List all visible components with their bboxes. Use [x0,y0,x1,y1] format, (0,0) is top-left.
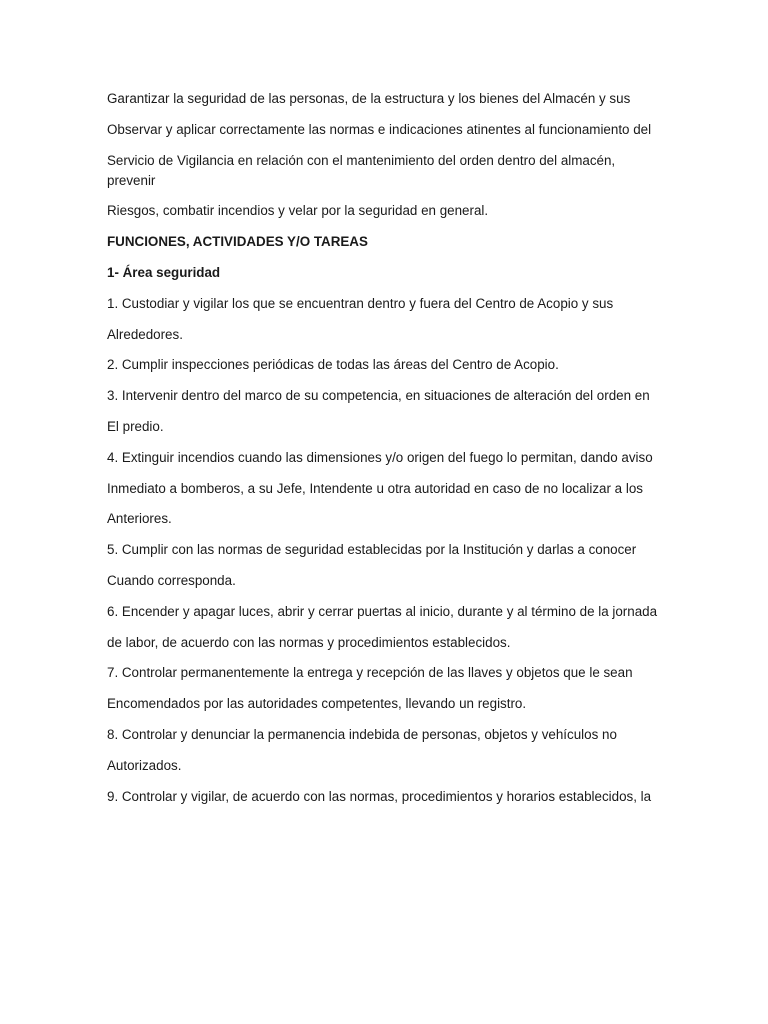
list-item-continuation: Alrededores. [107,326,183,342]
list-item-continuation: Inmediato a bomberos, a su Jefe, Intendente u otra autoridad en caso de no localizar a los [107,480,643,496]
paragraph: Riesgos, combatir incendios y velar por la seguridad en general. [107,203,489,219]
list-item: 2. Cumplir inspecciones periódicas de todas las áreas del Centro de Acopio. [107,357,559,373]
paragraph: Garantizar la seguridad de las personas, de la estructura y los bienes del Almacén y sus [107,91,631,106]
paragraph: Observar y aplicar correctamente las normas e indicaciones atinentes al funcionamiento del [107,121,652,137]
paragraph: Servicio de Vigilancia en relación con el mantenimiento del orden dentro del almacén, prevenir [107,152,616,188]
list-item-continuation: El predio. [107,418,164,434]
list-item-continuation: Anteriores. [107,511,172,527]
list-item: 4. Extinguir incendios cuando las dimensiones y/o origen del fuego lo permitan, dando aviso [107,449,653,465]
list-item: 3. Intervenir dentro del marco de su competencia, en situaciones de alteración del orden en [107,388,650,404]
document-page [107,89,662,817]
list-item: 8. Controlar y denunciar la permanencia indebida de personas, objetos y vehículos no [107,726,617,742]
list-item: 5. Cumplir con las normas de seguridad establecidas por la Institución y darlas a conocer [107,542,637,558]
list-item-continuation: Autorizados. [107,757,182,773]
list-item-continuation: Encomendados por las autoridades competentes, llevando un registro. [107,696,527,712]
list-item: 9. Controlar y vigilar, de acuerdo con las normas, procedimientos y horarios establecidos, la [107,788,652,804]
subsection-heading: 1- Área seguridad [107,264,221,280]
list-item-continuation: de labor, de acuerdo con las normas y procedimientos establecidos. [107,634,511,650]
list-item-continuation: Cuando corresponda. [107,572,236,588]
list-item: 1. Custodiar y vigilar los que se encuentran dentro y fuera del Centro de Acopio y sus [107,295,614,311]
list-item: 6. Encender y apagar luces, abrir y cerrar puertas al inicio, durante y al término de la jornada [107,603,658,619]
list-item: 7. Controlar permanentemente la entrega y recepción de las llaves y objetos que le sean [107,665,633,681]
section-heading: FUNCIONES, ACTIVIDADES Y/O TAREAS [107,234,368,250]
